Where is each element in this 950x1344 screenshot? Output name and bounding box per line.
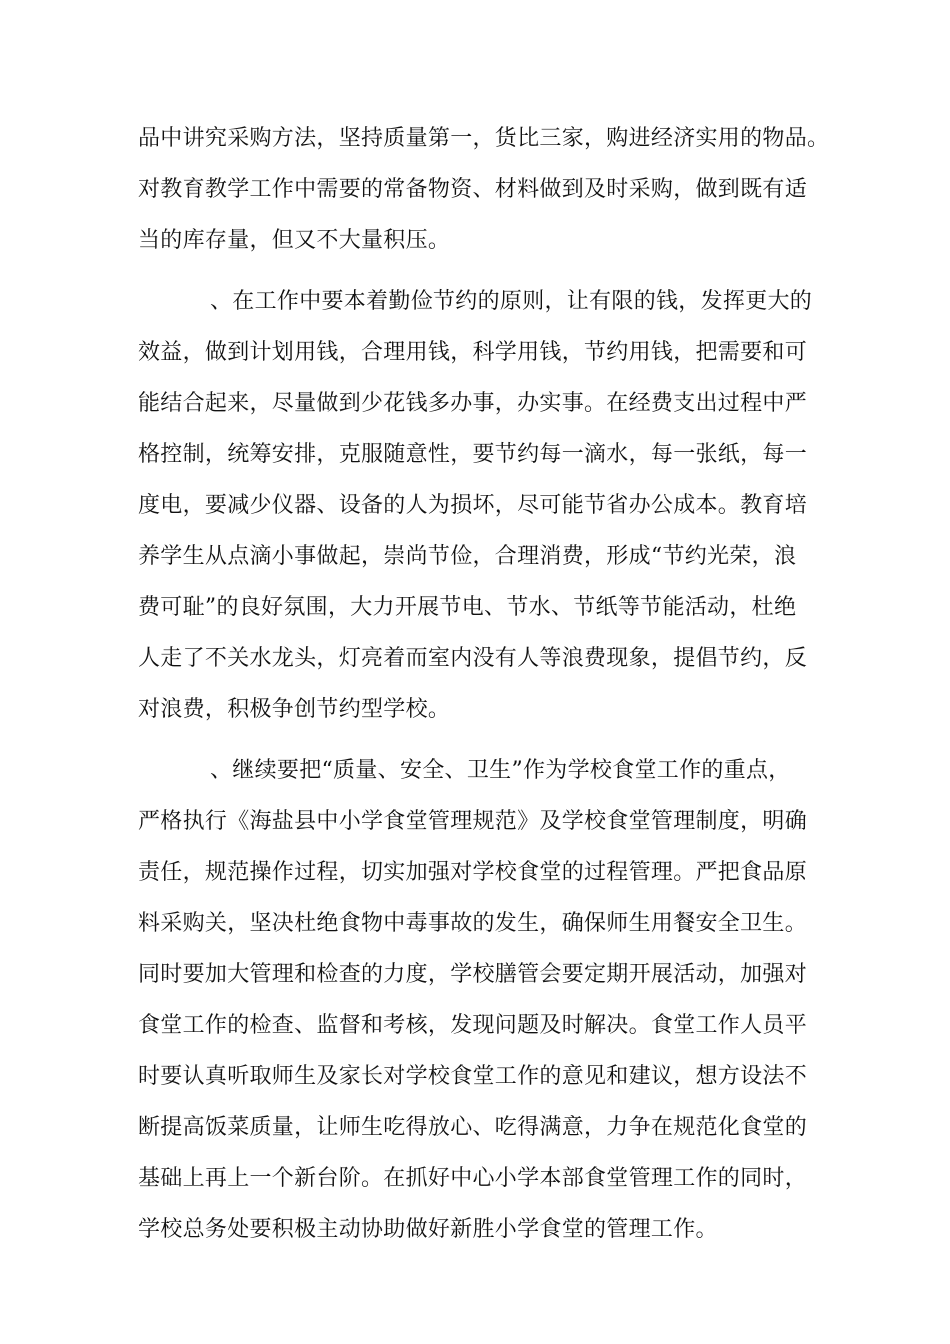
text-line: 当的库存量，但又不大量积压。: [138, 228, 451, 253]
text-line: 基础上再上一个新台阶。在抓好中心小学本部食堂管理工作的同时，: [138, 1166, 808, 1191]
text-line: 食堂工作的检查、监督和考核，发现问题及时解决。食堂工作人员平: [138, 1013, 808, 1038]
text-line: 费可耻”的良好氛围，大力开展节电、节水、节纸等节能活动，杜绝: [138, 595, 797, 620]
text-line: 断提高饭菜质量，让师生吃得放心、吃得满意，力争在规范化食堂的: [138, 1115, 808, 1140]
paragraph-procurement: [138, 113, 828, 266]
text-line: 度电，要减少仪器、设备的人为损坏，尽可能节省办公成本。教育培: [138, 493, 808, 518]
text-line: 、在工作中要本着勤俭节约的原则，让有限的钱，发挥更大的: [210, 289, 813, 314]
text-line: 严格执行《海盐县中小学食堂管理规范》及学校食堂管理制度，明确: [138, 809, 808, 834]
text-line: 责任，规范操作过程，切实加强对学校食堂的过程管理。严把食品原: [138, 860, 808, 885]
text-line: 料采购关，坚决杜绝食物中毒事故的发生，确保师生用餐安全卫生。: [138, 911, 808, 936]
text-line: 效益，做到计划用钱，合理用钱，科学用钱，节约用钱，把需要和可: [138, 340, 808, 365]
text-line: 养学生从点滴小事做起，崇尚节俭，合理消费，形成“节约光荣，浪: [138, 544, 797, 569]
text-line: 同时要加大管理和检查的力度，学校膳管会要定期开展活动，加强对: [138, 962, 808, 987]
text-line: 品中讲究采购方法，坚持质量第一，货比三家，购进经济实用的物品。: [138, 126, 830, 151]
text-line: 对教育教学工作中需要的常备物资、材料做到及时采购，做到既有适: [138, 177, 808, 202]
text-line: 能结合起来，尽量做到少花钱多办事，办实事。在经费支出过程中严: [138, 391, 808, 416]
paragraph-frugality: [138, 276, 828, 735]
text-line: 人走了不关水龙头，灯亮着而室内没有人等浪费现象，提倡节约，反: [138, 646, 808, 671]
document-body: [138, 113, 828, 1255]
paragraph-spacer: [138, 735, 828, 745]
paragraph-canteen: [138, 745, 828, 1255]
paragraph-spacer: [138, 266, 828, 276]
text-line: 对浪费，积极争创节约型学校。: [138, 697, 451, 722]
text-line: 时要认真听取师生及家长对学校食堂工作的意见和建议，想方设法不: [138, 1064, 808, 1089]
text-line: 学校总务处要积极主动协助做好新胜小学食堂的管理工作。: [138, 1217, 718, 1242]
text-line: 、继续要把“质量、安全、卫生”作为学校食堂工作的重点，: [210, 758, 791, 783]
text-line: 格控制，统筹安排，克服随意性，要节约每一滴水，每一张纸，每一: [138, 442, 808, 467]
